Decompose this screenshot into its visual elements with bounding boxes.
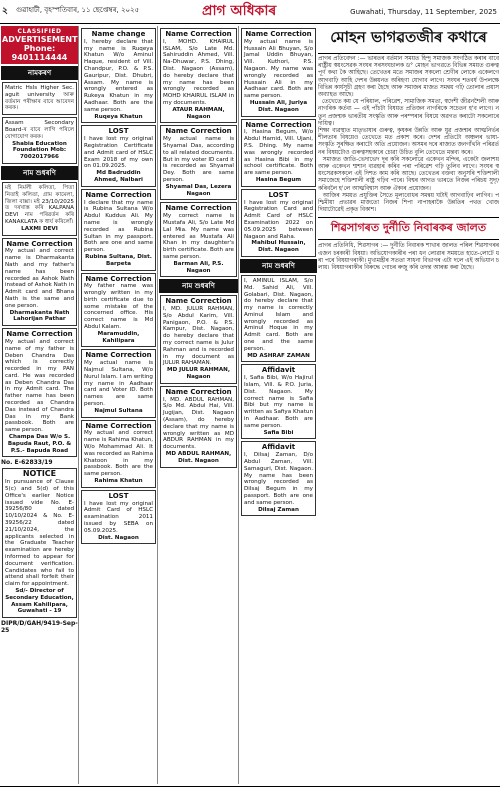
ad-heading: Name Correction bbox=[85, 190, 152, 199]
ad-text: My actual name is Shyamal Das, according to all related documents. But in my voter ID card it is recorded as Shyamal Dey. Both are same person. bbox=[163, 136, 234, 183]
ad-box bbox=[81, 420, 156, 488]
ad-text: I, Safia Bibi, W/o Hajirul Islam, Vill. & P.O. Juria, Dist. Nagaon. My correct name is Safia Bibi but my name is written as Safiya Khatun in Aadhaar. Both are same person. bbox=[244, 375, 313, 429]
ad-box bbox=[160, 125, 237, 200]
ad-text: I have lost my original Registration Certificate and Admit card of HSLC Exam 2018 of my own on 01.09.2025. bbox=[84, 136, 153, 170]
classified-label: CLASSIFIED bbox=[17, 28, 62, 35]
ad-heading: Name Correction bbox=[85, 351, 152, 360]
ad-box bbox=[241, 119, 316, 187]
ad-signature: Rubina Sultana, Dist. Barpeta bbox=[85, 253, 152, 267]
ad-text: Assam Secondary Board-ৰ বাবে লাগি পৰিলে যোগাযোগ কৰক। bbox=[5, 120, 74, 140]
ad-signature: MD JULUR RAHMAN, Nagaon bbox=[167, 367, 230, 381]
notice-box bbox=[2, 468, 77, 618]
article-body-2: শিক্ষা ব্যৱস্থাত মাতৃভাষাৰ গুৰুত্ব, কৃষকৰ উন্নতি আৰু যুৱ প্ৰজন্মৰ আত্মনিৰ্ভৰশীলতাৰ বিষয়েও তেখেতে মত প্ৰকাশ কৰে। দেশৰ প্ৰতিটো অঞ্চলৰ ভাষা-সংস্কৃতি সুৰক্ষিত কৰাটো অতি প্ৰয়োজন। অসমৰ দৰে ৰাজ্যত জনগাঁথনি পৰিৱৰ্তনৰ বিষয়টোও গুৰুত্বসহকাৰে চোৱা উচিত বুলি তেখেতে মন্তব্য কৰে। সমাজত জাতি-ভেদাভেদ দূৰ কৰি সকলোৱে একেখন মন্দিৰ, একেটা জলাশয় আৰু একেখন শ্মশান ব্যৱহাৰ কৰিব পৰা পৰিৱেশ গঢ়ি তুলিব লাগে। সংঘৰ স্বয়ংসেৱকসকলে এই দিশত কাম কৰি আছে। তেখেতৰ বক্তব্য অনুসৰি শক্তিশালী সমাজেহে শক্তিশালী ৰাষ্ট্ৰ গঢ়িব পাৰে। বিশ্বৰ আগত ভাৰতে নিজৰ পৰিচয় সুদৃঢ় কৰিবলৈ হ'লে আত্মবিশ্বাস আৰু ঐক্যৰ প্ৰয়োজন। আজিৰ সময়ত প্ৰযুক্তিৰ সৈতে মূল্যবোধৰ সমন্বয় ঘটাই আগবাঢ়িব লাগিব। পশ্চিমীয়া প্ৰভাৱৰ মাজতো নিজৰ শিপা নাপাহৰাকৈ উন্নতিৰ পথত খোজ দিয়াটোৱেই প্ৰকৃত বিকাশ। bbox=[318, 128, 499, 214]
main-article bbox=[318, 26, 499, 784]
ad-signature: MD ASHRAF ZAMAN bbox=[247, 352, 310, 359]
article-body-3: প্ৰাগৰ প্ৰতিনিধি, শিৱসাগৰ :— দুৰ্নীতি নিবাৰক শাখাৰ জালত পৰিল শিৱসাগৰৰ এজন চৰকাৰী বিষয়া। অভিযোগকাৰীৰ পৰা ধন লোৱাৰ সময়তে হাতে-লোটে ধৰা পৰে বিষয়াগৰাকী। মুখ্যমন্ত্ৰীৰ সততা সাধনা বিভাগৰ এটা দলে এই অভিযান চলায়। বিষয়াগৰাকীৰ বিৰুদ্ধে গোচৰ ৰুজু কৰি তদন্ত আৰম্ভ কৰা হৈছে। bbox=[318, 243, 499, 272]
ad-text: Matric Hsls Higher Sec. aguit university আৰু বৰ্তমান পৰীক্ষাৰ বাবে আবেদন কৰক। bbox=[5, 85, 74, 112]
ad-box bbox=[241, 441, 316, 516]
ad-signature: Ruqeya Khatun bbox=[94, 113, 143, 120]
date-left: গুৱাহাটী, বৃহস্পতিবাৰ, ১১ ছেপ্তেম্বৰ, ২০২৫ bbox=[16, 6, 140, 14]
notice-body: In pursuance of Clause 5(c) and 5(d) of this Office's earlier Notice issued vide No. E-39256/80 dated 10/10/2024 & No. E-39256/22 dated 21/10/2024, the applicants selected in the Graduate Teacher examination are hereby informed to appear for document verification. Candidates who fail to attend shall forfeit their claim for appointment. bbox=[5, 479, 74, 588]
ad-text: I, AMINUL ISLAM, S/o Md. Sahid Ali, Vill. Golabari, Dist. Nagaon, do hereby declare that my name is correctly Aminul Islam and wrongly recorded as Aminul Hoque in my Admit card. Both are one and the same person. bbox=[244, 277, 313, 352]
ad-signature: Dilsaj Zaman bbox=[258, 506, 299, 513]
ad-heading: Name Correction bbox=[165, 30, 232, 38]
notice-reference: No. E-62833/19 bbox=[1, 459, 53, 467]
ad-text: I, MOHD. KHAIRUL ISLAM, S/o Late Md. Sahiruddin Ahmed, Vill. Na-Dhuwar, P.S. Dhing, Dist. Nagaon (Assam), do hereby declare that my name has been wrongly recorded as MOHD KHAIRUL ISLAM in my documents. bbox=[163, 38, 234, 106]
classified-column-1 bbox=[1, 26, 79, 784]
ad-heading: LOST bbox=[108, 491, 129, 500]
ad-heading: Name Correction bbox=[6, 239, 73, 248]
ad-box bbox=[2, 117, 77, 164]
ad-heading: Name Correction bbox=[6, 330, 73, 339]
ad-box bbox=[160, 295, 237, 384]
ad-box bbox=[2, 238, 77, 327]
ad-signature: Dharmakanta Nath Lahorijan Pathar bbox=[9, 309, 70, 323]
ad-box bbox=[241, 364, 316, 439]
ad-box bbox=[241, 275, 316, 363]
classified-title: ADVERTISEMENT bbox=[2, 35, 78, 44]
ad-signature: Shyamal Das, Lezera Nagaon bbox=[165, 183, 232, 197]
ad-box bbox=[160, 386, 237, 468]
classified-column-2 bbox=[80, 26, 158, 784]
ad-text: My actual and correct name is Rahima Khatun, W/o Mohammad Ali. It was recorded as Rahima Khatoon in my passbook. Both are the same person. bbox=[84, 430, 153, 478]
ad-signature: Maramuddin, Kahilipara bbox=[97, 330, 140, 344]
classified-column-3 bbox=[159, 26, 239, 784]
ad-signature: MD ABDUL RAHMAN, Dist. Nagaon bbox=[165, 451, 232, 464]
classified-phone: Phone: 9401114444 bbox=[11, 44, 68, 62]
ad-signature: Hussain Ali, Juriya Dist. Nagaon bbox=[249, 99, 308, 113]
ad-box bbox=[81, 189, 156, 271]
ad-heading: Name Correction bbox=[165, 297, 232, 306]
ad-box bbox=[160, 202, 237, 277]
article-headline: মোহন ভাগৱতজীৰ কথাৰে bbox=[318, 26, 499, 54]
article-headline-2: শিৱসাগৰত দুৰ্নীতি নিবাৰকৰ জালত bbox=[318, 217, 499, 240]
ad-text: I, Dilsaj Zaman, D/o Abdul Zaman, Vill. Samaguri, Dist. Nagaon. My name has been wrongly recorded as Dilsaj Begum in my passport. Both are one and same person. bbox=[244, 452, 313, 506]
notice-signature: Sd/- Director of Secondary Education, Assam Kahilipara, Guwahati - 19 bbox=[5, 588, 74, 615]
ad-text: My actual name is Hussain Ali Bhuyan, S/o Jamal Uddin Bhuyan, Vill. Kuthori, P.S. Nagaon. My name was wrongly recorded as Hussain Ali in my Aadhaar card. Both are same person. bbox=[244, 38, 313, 100]
ad-box bbox=[2, 82, 77, 115]
page-number: ২ bbox=[2, 6, 8, 16]
ad-heading: Name Correction bbox=[165, 387, 232, 396]
ad-box bbox=[81, 28, 156, 123]
ad-signature: Shabia Education Foundation Mob: 7002017966 bbox=[12, 140, 67, 161]
section-namkaran: নামকৰণ bbox=[1, 66, 78, 80]
ad-signature: Dist. Nagaon bbox=[98, 534, 139, 541]
ad-text: My actual and correct name of my father is Deben Chandra Das which is correctly recorded in my PAN card. He was recorded as Deben Chandra Das in my Admit card. The father name has been recorded as Chandra Das instead of Chandra Das in my Bank passbook. Both are same person. bbox=[5, 338, 74, 434]
ad-text: My actual name is Najmul Sultana, W/o Nurul Islam. I am writing my name in Aadhaar card and Voter ID. Both names are same person. bbox=[84, 360, 153, 408]
ad-box bbox=[241, 28, 316, 117]
date-right: Guwahati, Thursday, 11 September, 2025 bbox=[350, 8, 497, 16]
ad-box bbox=[81, 273, 156, 348]
ad-text: My correct name is Mustafa Ali, S/o Late Md Lal Mia. My name was entered as Mustafa Ali Khan in my daughter's birth certificate. Both are same person. bbox=[163, 213, 234, 260]
ad-heading: Name Correction bbox=[85, 274, 152, 283]
ad-signature: LAXMI DEVI bbox=[21, 225, 58, 232]
notice-code: DIPR/D/GAH/9419-Sep-25 bbox=[1, 620, 78, 635]
ad-text: I have lost my original Admit Card of HSLC examination 2011 issued by SEBA on 05.09.2025. bbox=[84, 500, 153, 534]
ad-box bbox=[241, 189, 316, 257]
ad-text: I, MD. JULUR RAHMAN, S/o Abdul Karim, Vill. Panigaon, P.O. & P.S. Kampur, Dist. Nagaon, do hereby declare that my correct name is Julur Rahman and is recorded in my document as JULUR RAHAMAN. bbox=[163, 306, 234, 367]
ad-text: I have lost my original Registration Card and Admit Card of HSLC Examination 2022 on 05.09.2025 between Nagaon and Raha. bbox=[244, 199, 313, 240]
ad-heading: Name Correction bbox=[165, 204, 232, 213]
ad-text: My father name was wrongly written in my birth certificate due to some mistake of the concerned office. His correct name is Md Abdul Kalam. bbox=[84, 283, 153, 331]
ad-signature: Rahima Khatun bbox=[94, 478, 143, 485]
ad-text: I declare that my name is Rubina Sultana W/o Abdul Kuddus Ali. My name is wrongly recorded as Rubina Sultan in my passport. Both are one and same person. bbox=[84, 199, 153, 254]
ad-text: I, hereby declare that my name is Ruqeya Khatun W/o Aminul Haque, resident of Vill. Chandpur, P.O. & P.S. Gauripur, Dist. Dhubri, Assam. My name is wrongly entered as Rukeya Khatun in my Aadhaar. Both are the same person. bbox=[84, 38, 153, 113]
section-name-change: নাম শুধৰণি bbox=[1, 166, 78, 180]
ad-text: I, MD. ABDUL RAHMAN, S/o Md. Abdul Hai, Vill. Jugijan, Dist. Nagaon (Assam), do hereby declare that my name is wrongly written as MD ABDUR RAHMAN in my documents. bbox=[163, 396, 234, 451]
ad-box bbox=[81, 125, 156, 186]
ad-box bbox=[2, 182, 77, 236]
page-footer-rule bbox=[0, 786, 500, 796]
ad-signature: ATAUR RAHMAN, Nagaon bbox=[172, 106, 225, 120]
ad-heading: Name Correction bbox=[165, 127, 232, 136]
page-header bbox=[0, 0, 500, 24]
ad-text: My actual and correct name is Dharmakanta Nath and my father's name has been recorded as Ashok Nath instead of Ashok Nath in Admit card and Bhana Nath is the same and one person. bbox=[5, 248, 74, 309]
ad-heading: Affidavit bbox=[261, 443, 296, 452]
ad-heading: Name change bbox=[91, 30, 146, 38]
ad-signature: Najmul Sultana bbox=[94, 407, 143, 414]
notice-title: NOTICE bbox=[22, 469, 57, 479]
ad-heading: Name Correction bbox=[85, 421, 152, 430]
ad-heading: Affidavit bbox=[261, 366, 296, 375]
ad-box bbox=[2, 328, 77, 457]
section-name-change: নাম শুধৰণি bbox=[240, 259, 317, 273]
ad-heading: LOST bbox=[268, 190, 289, 199]
ad-signature: Mahibul Hussain, Dist. Nagaon bbox=[251, 240, 306, 254]
ad-signature: Hasina Begum bbox=[255, 176, 302, 183]
section-name-change: নাম শুধৰণি bbox=[159, 279, 238, 293]
ad-signature: Barman Ali, P.S. Nagaon bbox=[173, 260, 224, 274]
classified-banner bbox=[1, 26, 78, 64]
ad-heading: Name Correction bbox=[245, 120, 312, 129]
article-body-1: প্ৰাগৰ প্ৰতিবেদন :— ভাৰতৰ বৰ্তমান সময়ত হিন্দু সমাজক সংগঠিত কৰাৰ বাবে ৰাষ্ট্ৰীয় স্বয়ংসেৱক সংঘৰ সৰসংঘচালক ড° মোহন ভাগৱতে বিভিন্ন সময়ত গুৰুত্বপূৰ্ণ কথা কৈ আহিছে। তেখেতৰ মতে সমাজৰ সকলো শ্ৰেণীৰ লোকে একেলগে আগবাঢ়ি আহি দেশৰ উন্নয়নত অৰিহণা যোগাব লাগে। সংঘৰ শতবৰ্ষ উপলক্ষে বিভিন্ন কাৰ্যসূচী গ্ৰহণ কৰা হৈছে আৰু সমাজৰ মাজত সমন্বয় গঢ়ি তোলাৰ প্ৰয়াস অব্যাহত আছে। তেখেতে কয় যে পৰিয়াল, পৰিৱেশ, সামাজিক সমতা, স্বদেশী জীৱনশৈলী আৰু নাগৰিক কৰ্তব্য — এই পাঁচটা বিষয়ত প্ৰতিজন নাগৰিকে সচেতন হ'ব লাগে। নতুন প্ৰজন্মক ভাৰতীয় সংস্কৃতি আৰু পৰম্পৰাৰ বিষয়ে অৱগত কৰাটো সকলোৰে দায়িত্ব। bbox=[318, 56, 499, 127]
ad-text: I, Hasina Begum, W/o Abdul Hamid, Vill. Ujani, P.S. Dhing. My name was wrongly recorded as Hasina Bibi in my school certificate. Both are same person. bbox=[244, 129, 313, 177]
ad-signature: Md Badruddin Ahmed, Nalbari bbox=[94, 170, 143, 183]
classified-column-4 bbox=[240, 26, 317, 784]
ad-box bbox=[160, 28, 237, 123]
ad-heading: LOST bbox=[108, 127, 129, 136]
ad-heading: Name Correction bbox=[245, 30, 312, 38]
ad-box bbox=[81, 349, 156, 417]
newspaper-logo: প্ৰাগ অধিকাৰ bbox=[202, 3, 277, 19]
ad-signature: Safia Bibi bbox=[263, 429, 294, 436]
ad-box bbox=[81, 490, 156, 545]
ad-signature: Champa Das W/o S. Bapuda Raut, P.O. & P.S.- Bapuda Road bbox=[7, 434, 72, 454]
ad-text: মই নিৰ্মলী কলিতা, পিতা নিতাই কলিতা, গ্ৰাম কামেলা, জিলা বাক্সা। মই 23/10/2025 ত দৰখাস্ত কৰি KALPANA DEVI নাম পৰিৱৰ্তন কৰি KANAKLATA ক ধাৰ্য কৰিলোঁ। bbox=[5, 184, 74, 225]
